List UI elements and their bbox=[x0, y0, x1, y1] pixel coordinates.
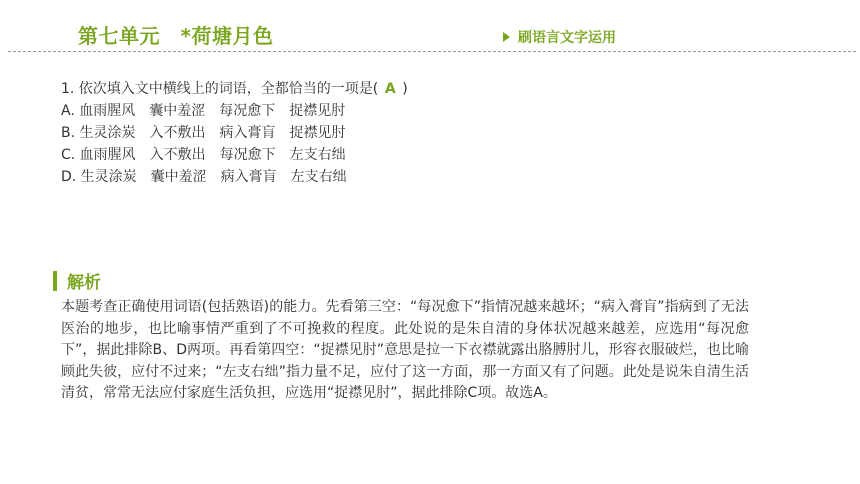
section-label bbox=[503, 27, 616, 47]
unit-title: 第七单元 *荷塘月色 bbox=[78, 24, 274, 48]
question-stem bbox=[61, 78, 408, 100]
answer-letter: A bbox=[384, 81, 396, 97]
question-block bbox=[61, 78, 408, 188]
header-divider bbox=[8, 51, 856, 52]
analysis-header bbox=[53, 268, 101, 293]
analysis-text: 本题考查正确使用词语(包括熟语)的能力。先看第三空：“每况愈下”指情况越来越坏；“病入膏肓”指病到了无法医治的地步，也比喻事情严重到了不可挽救的程度。此处说的是朱自清的身体状况越来越差，应选用“每况愈下”，据此排除B、D两项。再看第四空：“捉襟见肘”意思是拉一下衣襟就露出胳膊肘儿，形容衣服破烂，也比喻顾此失彼，应付不过来；“左支右绌”指力量不足，应付了这一方面，那一方面又有了问题。此处是说朱自清生活清贫，常常无法应付家庭生活负担，应选用“捉襟见肘”，据此排除C项。故选A。 bbox=[61, 299, 749, 401]
section-label-text: 刷语言文字运用 bbox=[518, 30, 616, 46]
triangle-right-icon bbox=[503, 32, 510, 42]
question-stem-text: 1. 依次填入文中横线上的词语，全都恰当的一项是( bbox=[61, 81, 379, 97]
option-a: A. 血雨腥风 囊中羞涩 每况愈下 捉襟见肘 bbox=[61, 103, 346, 119]
option-c: C. 血雨腥风 入不敷出 每况愈下 左支右绌 bbox=[61, 147, 346, 163]
analysis-title: 解析 bbox=[67, 273, 101, 293]
question-stem-close: ) bbox=[402, 81, 408, 97]
option-b: B. 生灵涂炭 入不敷出 病入膏肓 捉襟见肘 bbox=[61, 125, 346, 141]
option-d: D. 生灵涂炭 囊中羞涩 病入膏肓 左支右绌 bbox=[61, 169, 347, 185]
analysis-accent-bar bbox=[53, 271, 57, 291]
